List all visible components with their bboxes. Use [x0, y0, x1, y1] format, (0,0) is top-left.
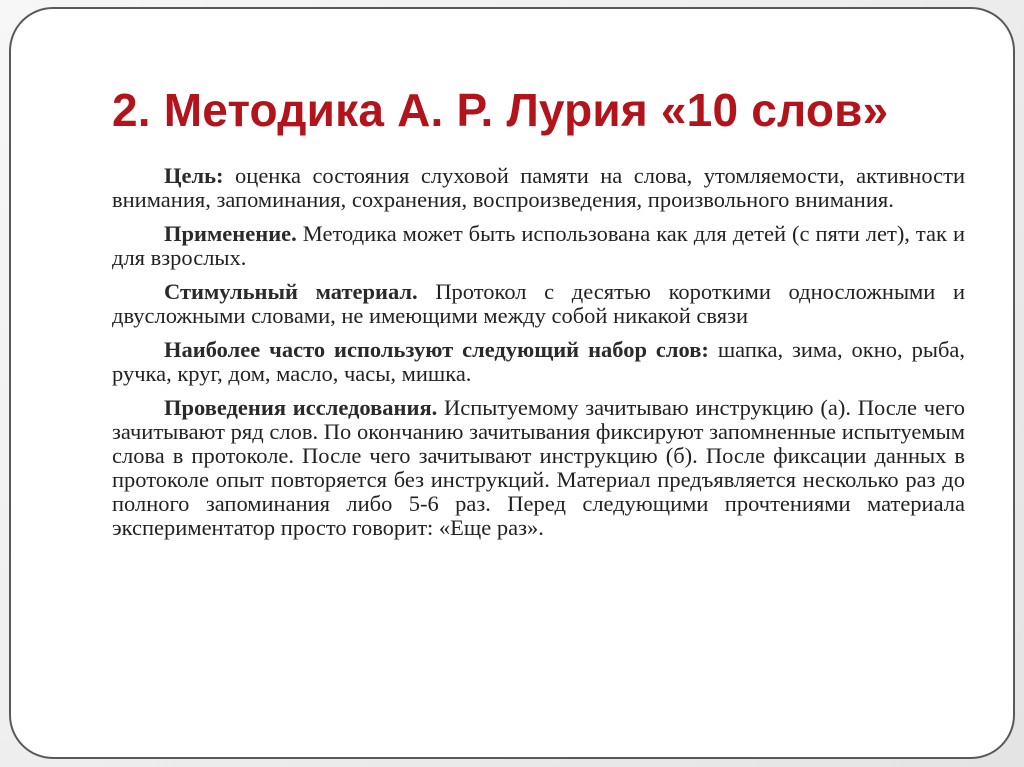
- paragraph-label: Стимульный материал.: [164, 279, 418, 304]
- paragraph-text: Методика может быть использована как для детей (с пяти лет), так и для взрослых.: [112, 221, 965, 270]
- paragraph-stimulus-material: [112, 280, 965, 328]
- paragraph-text: оценка состояния слуховой памяти на слова, утомляемости, активности внимания, запоминания, сохранения, воспроизведения, произвольного внимания.: [112, 163, 965, 212]
- paragraph-goal: [112, 164, 965, 212]
- paragraph-application: [112, 222, 965, 270]
- paragraph-text: Испытуемому зачитываю инструкцию (а). После чего зачитывают ряд слов. По окончанию зачитывания фиксируют запомненные испытуемым слова в протоколе. После чего зачитывают инструкцию (б). После фиксации данных в протоколе опыт повторяется без инструкций. Материал предъявляется несколько раз до полного запоминания либо 5-6 раз. Перед следующими прочтениями материала экспериментатор просто говорит: «Еще раз».: [112, 395, 966, 540]
- paragraph-procedure: [112, 396, 965, 540]
- paragraph-label: Цель:: [164, 163, 224, 188]
- paragraph-word-set: [112, 338, 965, 386]
- paragraph-label: Проведения исследования.: [164, 395, 438, 420]
- paragraph-text: шапка, зима, окно, рыба, ручка, круг, дом, масло, часы, мишка.: [112, 337, 966, 386]
- paragraph-label: Применение.: [164, 221, 297, 246]
- paragraph-label: Наиболее часто используют следующий набор слов:: [164, 337, 709, 362]
- slide-body: [112, 164, 965, 550]
- paragraph-text: Протокол с десятью короткими односложными и двусложными словами, не имеющими между собой никакой связи: [112, 279, 965, 328]
- slide-title: 2. Методика А. Р. Лурия «10 слов»: [112, 84, 889, 136]
